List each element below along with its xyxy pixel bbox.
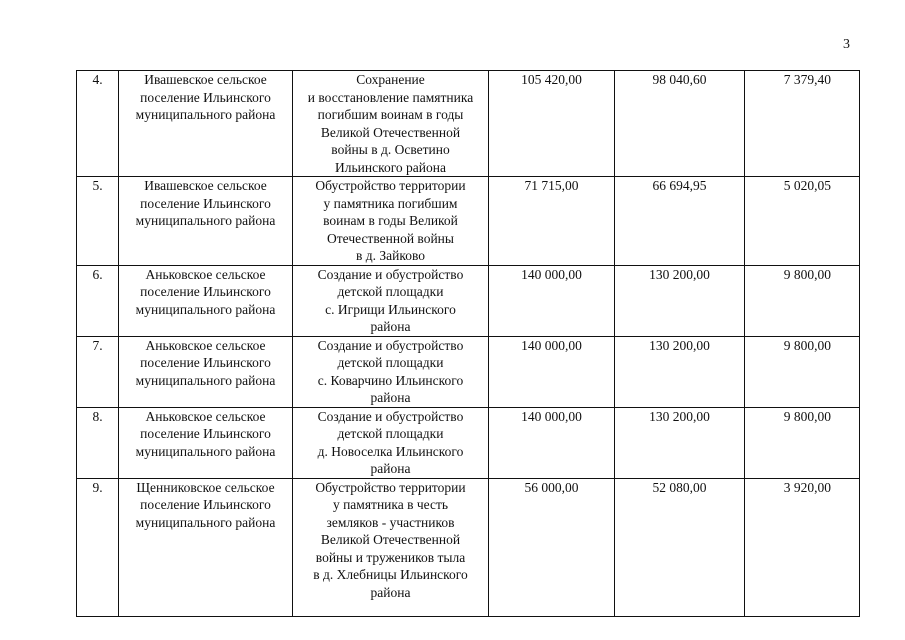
description-cell (293, 177, 489, 266)
organization-line: Аньковское сельское (145, 266, 266, 282)
organization-line: Аньковское сельское (145, 337, 266, 353)
description-line: и восстановление памятника (307, 89, 474, 105)
amount-b: 5 020,05 (745, 177, 860, 266)
organization-cell (119, 407, 293, 478)
row-number: 7. (77, 336, 119, 407)
description-cell (293, 265, 489, 336)
description-line: Отечественной войны (327, 230, 454, 246)
total-amount: 140 000,00 (489, 336, 615, 407)
description-line: в д. Зайково (355, 248, 425, 263)
total-amount: 105 420,00 (489, 71, 615, 177)
organization-line: поселение Ильинского (140, 195, 271, 211)
organization-line: поселение Ильинского (140, 497, 271, 512)
description-line: воинам в годы Великой (323, 213, 458, 228)
description-line: района (370, 390, 411, 405)
organization-cell (119, 265, 293, 336)
organization-cell (119, 71, 293, 177)
table-row (77, 407, 860, 478)
description-line: войны в д. Осветино (331, 142, 450, 157)
organization-line: поселение Ильинского (140, 89, 271, 105)
description-line: Создание и обустройство (317, 337, 464, 353)
description-line: с. Коварчино Ильинского (317, 372, 464, 388)
description-line: Создание и обустройство (317, 266, 464, 282)
amount-a: 130 200,00 (615, 407, 745, 478)
amount-a: 66 694,95 (615, 177, 745, 266)
table-body (77, 71, 860, 617)
description-line: д. Новоселка Ильинского (317, 443, 464, 459)
organization-cell (119, 336, 293, 407)
row-number: 8. (77, 407, 119, 478)
organization-line: муниципального района (135, 213, 276, 228)
description-line: Великой Отечественной (320, 124, 461, 140)
total-amount: 140 000,00 (489, 407, 615, 478)
total-amount: 71 715,00 (489, 177, 615, 266)
amount-b: 9 800,00 (745, 265, 860, 336)
description-line: Создание и обустройство (317, 408, 464, 424)
amount-b: 7 379,40 (745, 71, 860, 177)
amount-a: 130 200,00 (615, 265, 745, 336)
organization-line: Ивашевское сельское (144, 72, 267, 87)
table-row (77, 177, 860, 266)
description-cell (293, 407, 489, 478)
description-cell (293, 336, 489, 407)
organization-line: муниципального района (135, 107, 276, 122)
description-line: Обустройство территории (315, 178, 466, 193)
organization-line: муниципального района (135, 443, 276, 459)
organization-line: поселение Ильинского (140, 426, 271, 441)
amount-a: 52 080,00 (615, 478, 745, 616)
amount-b: 3 920,00 (745, 478, 860, 616)
description-line: детской площадки (337, 355, 444, 370)
organization-line: Щенниковское сельское (136, 479, 275, 495)
amount-b: 9 800,00 (745, 336, 860, 407)
description-line: детской площадки (337, 284, 444, 299)
amount-a: 98 040,60 (615, 71, 745, 177)
page-number: 3 (843, 37, 850, 52)
description-line: Обустройство территории (315, 479, 466, 495)
table-row (77, 478, 860, 616)
description-line: Ильинского района (335, 159, 446, 175)
organization-line: поселение Ильинского (140, 284, 271, 299)
table-row (77, 336, 860, 407)
description-line: детской площадки (337, 426, 444, 441)
description-line: Великой Отечественной (320, 532, 461, 547)
amount-b: 9 800,00 (745, 407, 860, 478)
description-line: района (370, 584, 411, 600)
description-line: района (370, 319, 411, 334)
organization-line: муниципального района (135, 514, 276, 530)
total-amount: 140 000,00 (489, 265, 615, 336)
description-line: у памятника погибшим (323, 195, 458, 211)
description-line: в д. Хлебницы Ильинского (313, 567, 468, 582)
row-number: 9. (77, 478, 119, 616)
organization-line: Ивашевское сельское (144, 178, 267, 193)
table-row (77, 71, 860, 177)
description-cell (293, 478, 489, 616)
total-amount: 56 000,00 (489, 478, 615, 616)
funding-table (76, 70, 860, 617)
amount-a: 130 200,00 (615, 336, 745, 407)
description-line: с. Игрищи Ильинского (325, 301, 456, 317)
table-row (77, 265, 860, 336)
organization-cell (119, 478, 293, 616)
organization-line: муниципального района (135, 372, 276, 388)
organization-line: муниципального района (135, 301, 276, 317)
description-line: Сохранение (356, 72, 425, 87)
description-cell (293, 71, 489, 177)
row-number: 6. (77, 265, 119, 336)
row-number: 4. (77, 71, 119, 177)
description-line: района (370, 461, 411, 476)
description-line: у памятника в честь (332, 497, 449, 512)
description-line: погибшим воинам в годы (317, 107, 464, 122)
description-line: войны и тружеников тыла (315, 549, 466, 565)
organization-line: Аньковское сельское (145, 408, 266, 424)
row-number: 5. (77, 177, 119, 266)
organization-cell (119, 177, 293, 266)
description-line: земляков - участников (326, 514, 455, 530)
organization-line: поселение Ильинского (140, 355, 271, 370)
